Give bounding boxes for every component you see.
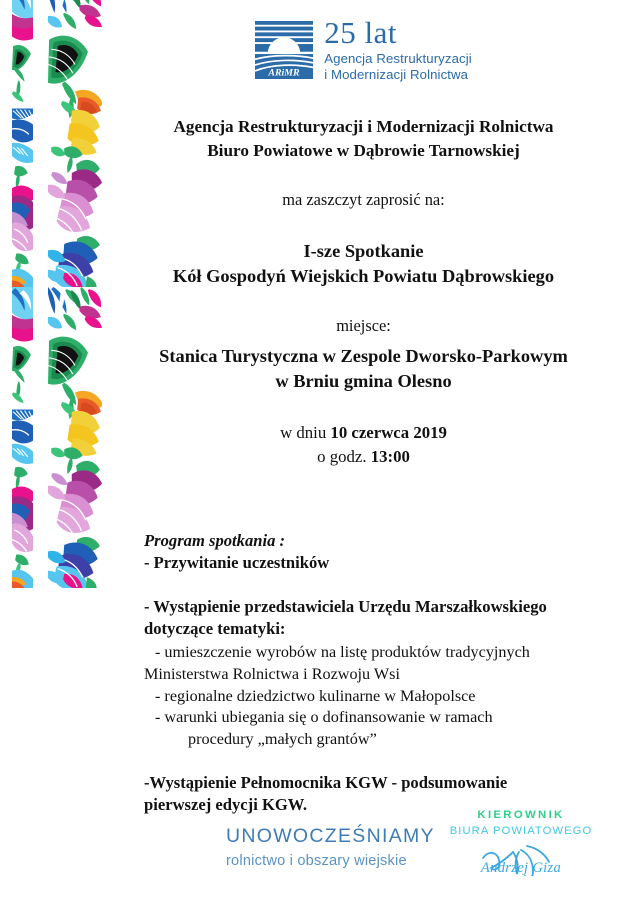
program-sub-item-3: - warunki ubiegania się o dofinansowanie w ramach [155,708,493,727]
official-stamp [441,809,601,882]
folk-border-strip-narrow [12,0,33,900]
place-label: miejsce: [336,315,391,335]
program-sub-list [144,642,609,750]
folk-border-decoration [0,0,108,900]
anniversary-label: 25 lat [324,14,397,50]
page-footer [108,804,619,900]
program-item-3-line1: -Wystąpienie Pełnomocnika KGW - podsumowanie [144,773,508,793]
organizer-title [108,115,619,162]
program-item-2-line2: dotyczące tematyki: [144,619,286,639]
program-item-2-line1: - Wystąpienie przedstawiciela Urzędu Marszałkowskiego [144,597,547,617]
date-prefix: w dniu [280,422,331,442]
time-value: 13:00 [370,446,410,466]
place-value [108,344,619,395]
stamp-role-line2: BIURA POWIATOWEGO [449,824,593,837]
slogan-main: UNOWOCZEŚNIAMY [226,825,435,847]
date-value: 10 czerwca 2019 [330,422,447,442]
folk-border-tile [48,287,102,588]
program-item-3-line2: pierwszej edycji KGW. [144,795,307,815]
program-sub-item-1-cont: Ministerstwa Rolnictwa i Rozwoju Wsi [144,665,400,683]
slogan-sub: rolnictwo i obszary wiejskie [226,853,407,870]
arimr-logo-wordmark [324,14,472,84]
place-line2: w Brniu gmina Olesno [275,371,452,392]
arimr-logo-icon [255,21,313,79]
program-sub-item-2: - regionalne dziedzictwo kulinarne w Małopolsce [155,686,476,705]
spacer [144,750,609,772]
program-item-1: - Przywitanie uczestników [144,553,330,573]
invite-phrase: ma zaszczyt zaprosić na: [282,190,445,210]
invitation-body [108,115,619,468]
folk-border-wide-tiles [48,0,102,588]
spacer [144,574,609,596]
arimr-logo-abbr: ARiMR [268,67,300,79]
folk-border-strip-wide [48,0,102,900]
date-time-block [108,421,619,469]
event-title-line2: Kół Gospodyń Wiejskich Powiatu Dąbrowskiego [172,266,555,287]
event-title [108,239,619,290]
folk-border-narrow-tiles [12,0,33,588]
organizer-line1: Agencja Restrukturyzacji i Modernizacji Rolnictwa [173,117,554,136]
program-heading: Program spotkania : [144,531,286,551]
signatory-name: Andrzej Giza [480,859,562,876]
folk-border-tile [12,287,33,588]
agency-name [324,51,472,83]
event-title-line1: I-sze Spotkanie [303,240,424,261]
stamp-role-line1: KIEROWNIK [477,809,565,821]
arimr-header-logo [108,0,619,83]
time-line [108,445,619,469]
agency-name-line1: Agencja Restrukturyzacji [324,51,472,67]
time-prefix: o godz. [317,446,371,466]
folk-border-tile [12,0,33,287]
place-line1: Stanica Turystyczna w Zespole Dworsko-Parkowym [159,345,568,366]
date-line [108,421,619,445]
signature-block [441,842,601,882]
agency-name-line2: i Modernizacji Rolnictwa [324,67,469,83]
program-section [108,530,619,816]
program-sub-item-3-cont: procedury „małych grantów” [188,729,377,748]
folk-border-tile [48,0,102,287]
agency-slogan [226,826,435,869]
program-sub-item-1: - umieszczenie wyrobów na listę produktów tradycyjnych [155,643,530,662]
invitation-page [108,0,619,900]
organizer-line2: Biuro Powiatowe w Dąbrowie Tarnowskiej [207,140,520,160]
